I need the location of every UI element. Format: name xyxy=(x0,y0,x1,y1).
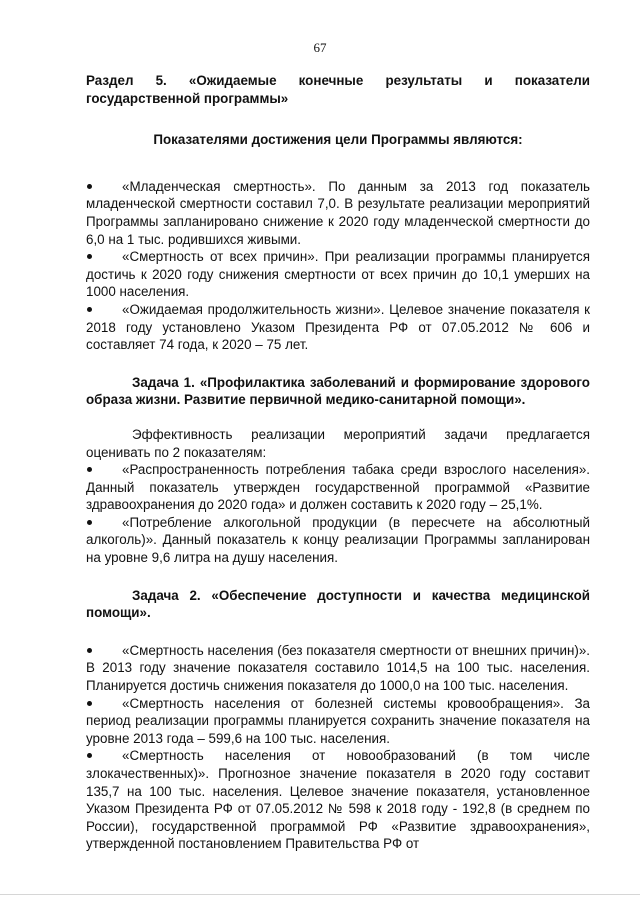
list-item: «Младенческая смертность». По данным за 2013 год показатель младенческой смертности составил 7,0. В результате реализации мероприятий Программы запланировано снижение к 2020 году младенческой смертности до 6,0 на 1 тыс. родившихся живыми. xyxy=(86,178,590,247)
document-body xyxy=(86,72,590,853)
goal-indicators-subtitle: Показателями достижения цели Программы являются: xyxy=(153,132,523,148)
task1-intro: Эффективность реализации мероприятий задачи предлагается оценивать по 2 показателям: xyxy=(86,426,590,460)
list-item: «Смертность населения от болезней системы кровообращения». За период реализации программы планируется сохранить значение показателя на уровне 2013 года – 599,6 на 100 тыс. населения. xyxy=(86,695,590,746)
page-number: 67 xyxy=(313,40,327,55)
section-title: Раздел 5. «Ожидаемые конечные результаты и показатели государственной программы» xyxy=(86,73,590,106)
list-item: «Ожидаемая продолжительность жизни». Целевое значение показателя к 2018 году установлено Указом Президента РФ от 07.05.2012 № 606 и составляет 74 года, к 2020 – 75 лет. xyxy=(86,301,590,353)
task2-indicators-list xyxy=(86,642,590,853)
list-item: «Смертность населения от новообразований (в том числе злокачественных)». Прогнозное значение показателя в 2020 году составит 135,7 на 100 тыс. населения. Целевое значение показателя, установленное Указом Президента РФ от 07.05.2012 № 598 к 2018 году - 192,8 (в среднем по России), государственной программой РФ «Развитие здравоохранения», утвержденной постановлением Правительства РФ от xyxy=(86,748,590,852)
task2-title: Задача 2. «Обеспечение доступности и качества медицинской помощи». xyxy=(86,587,590,621)
list-item: «Смертность от всех причин». При реализации программы планируется достичь к 2020 году снижения смертности от всех причин до 10,1 умерших на 1000 населения. xyxy=(86,249,590,300)
goal-indicators-list xyxy=(86,178,590,354)
task1-indicators-list xyxy=(86,461,590,567)
list-item: «Распространенность потребления табака среди взрослого населения». Данный показатель утвержден государственной программой «Развитие здравоохранения до 2020 года» и должен составить к 2020 году – 25,1%. xyxy=(86,462,590,513)
page-bottom-edge xyxy=(0,894,640,895)
list-item: «Потребление алкогольной продукции (в пересчете на абсолютный алкоголь)». Данный показатель к концу реализации Программы запланирован на уровне 9,6 литра на душу населения. xyxy=(86,514,590,566)
task1-title: Задача 1. «Профилактика заболеваний и формирование здорового образа жизни. Развитие первичной медико-санитарной помощи». xyxy=(86,374,590,408)
list-item: «Смертность населения (без показателя смертности от внешних причин)». В 2013 году значение показателя составило 1014,5 на 100 тыс. населения. Планируется достичь снижения показателя до 1000,0 на 100 тыс. населения. xyxy=(86,642,590,694)
